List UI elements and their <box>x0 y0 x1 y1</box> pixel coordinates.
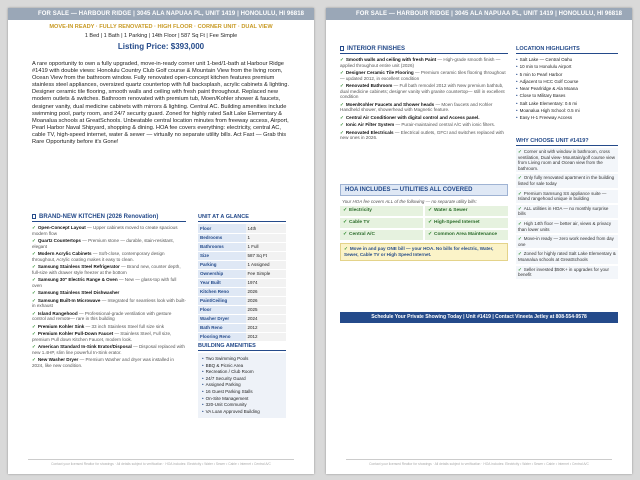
why-title: WHY CHOOSE UNIT #1419? <box>516 138 618 146</box>
list-item-text: 24/7 Security Guard <box>205 375 246 381</box>
list-item <box>516 174 618 187</box>
feature-item <box>32 331 186 342</box>
list-item-text: Corner unit with window in bathroom, cross ventilation, Dual view- Mountain/golf course view from Living room and Ocean view from the bathroom. <box>518 149 616 171</box>
feature-desc: — Stainless Steel, Full size, premium Pull down Kitchen Faucet, modern look. <box>32 331 172 342</box>
feature-title: Renovated Electricals <box>345 129 394 135</box>
list-item-text: VA Loan Approved Building <box>205 408 260 414</box>
glance-row <box>198 287 286 296</box>
amenities-panel <box>198 343 286 418</box>
feature-title: Samsung Stainless Steel Dishwasher <box>37 290 120 295</box>
list-item <box>516 205 618 218</box>
listing-banner: FOR SALE — HARBOUR RIDGE | 3045 ALA NAPUAA PL, UNIT 1419 | HONOLULU, HI 96818 <box>326 8 632 20</box>
list-item <box>516 63 618 70</box>
check-icon: ✓ <box>32 331 36 336</box>
feature-title: Samsung Built-In Microwave <box>37 297 101 303</box>
listing-price: Listing Price: $393,000 <box>117 42 205 51</box>
feature-item <box>32 324 186 330</box>
glance-value: 14th <box>246 224 286 233</box>
list-item-text: On-Site Management <box>205 395 249 401</box>
list-item <box>202 356 282 363</box>
check-icon: ✓ <box>428 208 433 213</box>
list-item-text: Recreation / Club Room <box>205 369 254 375</box>
bullet-icon: • <box>516 93 518 99</box>
feature-item <box>32 264 186 275</box>
feature-title: Samsung Stainless Steel Refrigerator <box>37 264 120 269</box>
feature-title: Premium Kohler Sink <box>37 323 85 329</box>
check-icon: ✓ <box>32 225 36 230</box>
location-list <box>516 56 618 122</box>
glance-value: 2025 <box>246 305 286 314</box>
check-icon: ✓ <box>32 357 36 362</box>
glance-row <box>198 260 286 269</box>
check-icon: ✓ <box>518 149 522 154</box>
bullet-icon: • <box>202 356 204 361</box>
list-item <box>516 56 618 63</box>
check-icon: ✓ <box>518 190 522 196</box>
list-item <box>202 389 282 396</box>
glance-row <box>198 251 286 260</box>
list-item <box>202 409 282 416</box>
glance-table <box>198 224 286 342</box>
bullet-icon: • <box>516 86 518 92</box>
kitchen-title: BRAND-NEW KITCHEN (2026 Renovation) <box>32 214 186 222</box>
glance-key: Bath Reno <box>198 323 246 332</box>
feature-title: Smooth walls and ceiling with fresh Paint <box>345 57 437 62</box>
bullet-icon: • <box>516 115 518 121</box>
check-icon: ✓ <box>340 122 344 127</box>
feature-item <box>340 83 508 100</box>
hoa-item-label: Cable TV <box>349 220 370 225</box>
amenities-title: BUILDING AMENITIES <box>198 343 286 351</box>
interior-section <box>340 46 508 143</box>
glance-value: 2012 <box>246 332 286 341</box>
feature-desc: — Electrical outlets, GFCI and switches replaced with new ones in 2026. <box>340 129 504 140</box>
hoa-item-label: Common Area Maintenance <box>434 232 498 237</box>
check-icon: ✓ <box>32 290 36 295</box>
hoa-item-label: Water & Sewer <box>434 208 468 213</box>
list-item-text: Near Pearlridge & Ala Moana <box>519 86 578 92</box>
feature-desc: — High-grade smooth finish — applied throughout entire unit (2026) <box>340 57 501 68</box>
page-one <box>8 8 314 474</box>
glance-key: Paint/Ceiling <box>198 296 246 305</box>
glance-key: Washer Dryer <box>198 314 246 323</box>
list-item-text: 5 min to Pearl Harbor <box>519 71 563 77</box>
glance-title: UNIT AT A GLANCE <box>198 214 286 222</box>
intro-paragraph: A rare opportunity to own a fully upgraded, move-in-ready corner unit 1-bed/1-bath at Harbour Ridge #1419 with double views: Honolulu Country Club Golf course & Mountain View from the living room, Ocean View from the bathroom window. Fully renovated open-concept kitchen features premium stainless steel appliances, oversized quartz countertop with full backsplash, acrylic cabinets & lighting. Designer ceramic tile flooring, smooth walls and ceiling with fresh paint throughout. Replaced new modern outlets & switches. Bathroom renovated with premium tub, Moen/Kohler shower & faucets, designer vanity, dual medicine cabinets with mirrors & lighting. Central AC. Building amenities include swimming pool, party room, and 24/7 security guard. Zoned for highly rated Salt Lake Elementary & Moanalua schools at GreatSchools. Unbeatable central location minutes from freeway access, Airport, Pearl Harbor Naval Shipyard, shopping & dining. HOA fee covers everything: electricity, central AC, cable TV, high-speed internet, water & sewer — virtually no separate utility bills. Act Fast — Grab this Rare Opportunity before it's Gone! <box>32 61 290 146</box>
feature-desc: — Premium Washer and dryer was installed in 2024, like new condition. <box>32 357 174 368</box>
glance-panel <box>198 214 286 342</box>
feature-item <box>340 70 508 81</box>
check-icon: ✓ <box>32 310 36 316</box>
feature-title: Renovated Bathroom <box>345 83 393 88</box>
glance-value: 2012 <box>246 323 286 332</box>
bullet-icon: • <box>202 375 204 381</box>
list-item <box>516 92 618 99</box>
hoa-item <box>425 218 508 228</box>
list-item-text: Only fully renovated apartment in the building listed for sale today <box>518 175 615 186</box>
list-item-text: Close to Military Bases <box>519 93 566 99</box>
check-icon: ✓ <box>518 175 522 181</box>
glance-key: Ownership <box>198 269 246 278</box>
check-icon: ✓ <box>32 297 36 303</box>
check-icon: ✓ <box>518 220 522 226</box>
feature-title: Samsung 30" Electric Range & Oven <box>37 277 118 282</box>
list-item-text: 16 Guest Parking Stalls <box>205 388 253 394</box>
glance-row <box>198 323 286 332</box>
feature-title: Modern Acrylic Cabinets <box>37 251 92 256</box>
amenities-list <box>198 353 286 418</box>
feature-item <box>32 277 186 288</box>
footer-note: Contact your licensed Realtor for showings · All details subject to verification · HOA includes: Electricity • Water • Sewer • Cable • Internet • Central A/C <box>28 459 294 466</box>
list-item-text: ALL utilities in HOA — no monthly surprise bills <box>518 205 609 217</box>
list-item-text: 10 min to Honolulu Airport <box>519 64 572 70</box>
list-item <box>516 220 618 233</box>
list-item <box>516 107 618 114</box>
glance-value: 2026 <box>246 287 286 296</box>
unit-specs: 1 Bed | 1 Bath | 1 Parking | 14th Floor | 587 Sq Ft | Fee Simple <box>84 33 238 39</box>
feature-item <box>32 225 186 236</box>
bullet-icon: • <box>202 388 204 394</box>
list-item-text: High 14th floor — better air, views & privacy than lower units <box>518 220 612 232</box>
check-icon: ✓ <box>518 236 522 242</box>
hoa-item-label: Electricity <box>349 208 372 213</box>
glance-row <box>198 233 286 242</box>
feature-item <box>32 357 186 368</box>
bullet-icon: • <box>202 395 204 401</box>
bullet-icon: • <box>202 362 204 368</box>
feature-item <box>32 251 186 262</box>
check-icon: ✓ <box>340 83 344 88</box>
check-icon: ✓ <box>340 101 344 107</box>
check-icon: ✓ <box>32 238 36 243</box>
bullet-icon: • <box>516 100 518 106</box>
footer-note: Contact your licensed Realtor for showings · All details subject to verification · HOA includes: Electricity • Water • Sewer • Cable • Internet • Central A/C <box>346 459 612 466</box>
location-title: LOCATION HIGHLIGHTS <box>516 46 618 54</box>
feature-item <box>340 57 508 68</box>
check-icon: ✓ <box>343 220 348 225</box>
bullet-icon: • <box>202 369 204 375</box>
list-item <box>516 148 618 172</box>
bullet-icon: • <box>516 108 518 114</box>
feature-desc: — Premium stone — durable, stain-resistant, elegant <box>32 238 174 249</box>
feature-title: Quartz Countertops <box>37 238 81 243</box>
list-item <box>202 396 282 403</box>
glance-key: Year Built <box>198 278 246 287</box>
hoa-title: HOA INCLUDES — UTILITIES ALL COVERED <box>340 184 508 196</box>
feature-title: Premium Kohler Pull-Down Faucet <box>37 331 114 336</box>
list-item-text: Two Swimming Pools <box>205 356 249 361</box>
check-icon: ✓ <box>518 205 522 211</box>
bullet-icon: • <box>516 64 518 70</box>
hoa-item <box>425 206 508 216</box>
list-item <box>516 266 618 279</box>
glance-value: Fee Simple <box>246 269 286 278</box>
bullet-icon: • <box>516 78 518 84</box>
feature-title: Designer Ceramic Tile Flooring <box>345 70 414 75</box>
list-item-text: Move-in ready — zero work needed from day one <box>518 236 614 247</box>
feature-desc: — Upper cabinets moved to create spacious modern flow <box>32 225 178 236</box>
list-item <box>202 382 282 389</box>
check-icon: ✓ <box>340 57 344 62</box>
list-item-text: 320-Unit Community <box>205 402 247 408</box>
hoa-note: ✓ Move in and pay ONE bill — your HOA. No bills for electric, Water, Sewer, Cable TV or High Speed Internet. <box>340 243 508 261</box>
list-item-text: Salt Lake Elementary: 0.6 mi <box>519 100 578 106</box>
hoa-section <box>340 184 508 261</box>
check-icon: ✓ <box>32 251 36 256</box>
list-item <box>516 71 618 78</box>
feature-desc: — New — glass-top with full oven <box>32 277 177 288</box>
list-item-text: Adjacent to HCC Golf Course <box>519 78 579 84</box>
feature-title: Central Air Conditioner with digital control and Access panel. <box>345 114 480 120</box>
kitchen-feature-list <box>32 225 186 368</box>
glance-row <box>198 224 286 233</box>
check-icon: ✓ <box>340 70 344 75</box>
list-item-text: Moanalua High School: 0.5 mi <box>519 108 580 114</box>
list-item <box>516 100 618 107</box>
list-item <box>516 114 618 121</box>
feature-desc: — 33 inch Stainless Steel full size sink <box>85 323 164 329</box>
glance-key: Parking <box>198 260 246 269</box>
list-item-text: Seller invested $50K+ in upgrades for your benefit <box>518 266 609 278</box>
bullet-icon: • <box>516 57 518 62</box>
section-square-icon <box>32 214 36 219</box>
feature-title: Island Rangehood <box>37 310 78 316</box>
check-icon: ✓ <box>340 129 344 135</box>
feature-desc: — Full bath remodel 2012 with New premium bathtub, dual medicine cabinets; designer vanity with granite countertop— still in excellent condition <box>340 83 505 99</box>
hoa-item <box>425 230 508 240</box>
feature-item <box>340 102 508 113</box>
feature-desc: — Premium ceramic tiles flooring throughout — updated 2012, in excellent condition <box>340 70 506 81</box>
list-item-text: BBQ & Picnic Area <box>205 362 244 368</box>
check-icon: ✓ <box>428 220 433 225</box>
hoa-item <box>340 206 423 216</box>
page-two <box>326 8 632 474</box>
check-icon: ✓ <box>343 232 348 237</box>
glance-value: 1 Assigned <box>246 260 286 269</box>
bullet-icon: • <box>202 408 204 414</box>
feature-item <box>340 115 508 121</box>
why-list <box>516 148 618 279</box>
glance-key: Floor <box>198 305 246 314</box>
glance-key: Bathrooms <box>198 242 246 251</box>
glance-row <box>198 305 286 314</box>
feature-item <box>32 290 186 296</box>
list-item <box>202 376 282 383</box>
list-item-text: Assigned Parking <box>205 382 241 388</box>
glance-row <box>198 278 286 287</box>
glance-row <box>198 269 286 278</box>
feature-title: New Washer Dryer <box>37 357 79 362</box>
list-item <box>516 85 618 92</box>
glance-row <box>198 242 286 251</box>
glance-key: Size <box>198 251 246 260</box>
check-icon: ✓ <box>340 114 344 120</box>
feature-desc: — Soft-close, contemporary design throughout, Acrylic coating makes it easy to clean. <box>32 251 165 262</box>
check-icon: ✓ <box>518 251 522 257</box>
kitchen-section <box>32 214 186 370</box>
list-item <box>202 402 282 409</box>
list-item <box>516 78 618 85</box>
feature-desc: — Moen faucets and Kohler Handheld shower, showerhead with Magnetic feature. <box>340 101 493 112</box>
feature-item <box>32 311 186 322</box>
glance-value: 1974 <box>246 278 286 287</box>
feature-title: Moen/Kohler Faucets and Shower heads <box>345 101 435 107</box>
bullet-icon: • <box>202 402 204 408</box>
listing-banner: FOR SALE — HARBOUR RIDGE | 3045 ALA NAPUAA PL, UNIT 1419 | HONOLULU, HI 96818 <box>8 8 314 20</box>
glance-row <box>198 314 286 323</box>
glance-value: 587 Sq Ft <box>246 251 286 260</box>
glance-key: Flooring Reno <box>198 332 246 341</box>
why-panel <box>516 138 618 281</box>
glance-key: Bedrooms <box>198 233 246 242</box>
bullet-icon: • <box>202 382 204 388</box>
feature-item <box>340 122 508 128</box>
list-item <box>516 235 618 248</box>
feature-item <box>32 238 186 249</box>
glance-value: 2026 <box>246 296 286 305</box>
check-icon: ✓ <box>518 266 522 272</box>
feature-desc: — Brand new, counter depth, full-size with drawer style freezer at the bottom <box>32 264 181 275</box>
list-item-text: Easy H-1 Freeway Access <box>519 115 573 121</box>
feature-desc: — Purair-maintained central A/C with ionic filters. <box>395 122 496 127</box>
hoa-items-grid <box>340 206 508 240</box>
hoa-item <box>340 218 423 228</box>
list-item <box>202 369 282 376</box>
hoa-item <box>340 230 423 240</box>
list-item-text: Zoned for highly rated Salt Lake Elementary & Moanalua schools at GreatSchools <box>518 251 616 262</box>
check-icon: ✓ <box>32 264 36 269</box>
location-panel <box>516 46 618 122</box>
glance-value: 1 <box>246 233 286 242</box>
list-item-text: Premium Samsung SS appliance suite — Island rangehood unique in building <box>518 190 607 202</box>
showing-cta-bar: Schedule Your Private Showing Today | Unit #1419 | Contact Vineeta Jetley at 808-554-9578 <box>340 312 618 323</box>
hoa-item-label: High-Speed Internet <box>434 220 480 225</box>
feature-desc: — Professional-grade ventilation with gesture control and remote— rare in this building <box>32 310 172 321</box>
glance-row <box>198 296 286 305</box>
feature-desc: — Disposal replaced with new 1.4HP, slim line powerful In-Sink erator. <box>32 344 185 355</box>
glance-value: 1 Full <box>246 242 286 251</box>
glance-row <box>198 332 286 341</box>
feature-title: Ionic Air Filter System <box>345 122 395 127</box>
feature-title: Open-Concept Layout <box>37 225 86 230</box>
hoa-subtitle: Your HOA fee covers ALL of the following — no separate utility bills: <box>342 199 477 204</box>
check-icon: ✓ <box>344 246 348 251</box>
check-icon: ✓ <box>428 232 433 237</box>
hoa-item-label: Central A/C <box>349 232 375 237</box>
list-item <box>516 250 618 263</box>
list-item <box>516 190 618 203</box>
check-icon: ✓ <box>32 344 36 349</box>
feature-item <box>32 298 186 309</box>
interior-title: INTERIOR FINISHES <box>340 46 508 54</box>
section-square-icon <box>340 46 344 51</box>
glance-key: Floor <box>198 224 246 233</box>
feature-item <box>340 130 508 141</box>
check-icon: ✓ <box>32 323 36 329</box>
check-icon: ✓ <box>32 277 36 282</box>
feature-title: American Standard In-Sink Erator/Disposal <box>37 344 132 349</box>
feature-item <box>32 344 186 355</box>
glance-value: 2024 <box>246 314 286 323</box>
interior-feature-list <box>340 57 508 141</box>
check-icon: ✓ <box>343 208 348 213</box>
glance-key: Kitchen Reno <box>198 287 246 296</box>
highlight-subline: MOVE-IN READY · FULLY RENOVATED · HIGH FLOOR · CORNER UNIT · DUAL VIEW <box>49 24 273 30</box>
list-item-text: Salt Lake — Central Oahu <box>519 57 573 62</box>
bullet-icon: • <box>516 71 518 77</box>
feature-desc: — Integrated for seamless look with built-in exhaust <box>32 297 186 308</box>
list-item <box>202 363 282 370</box>
